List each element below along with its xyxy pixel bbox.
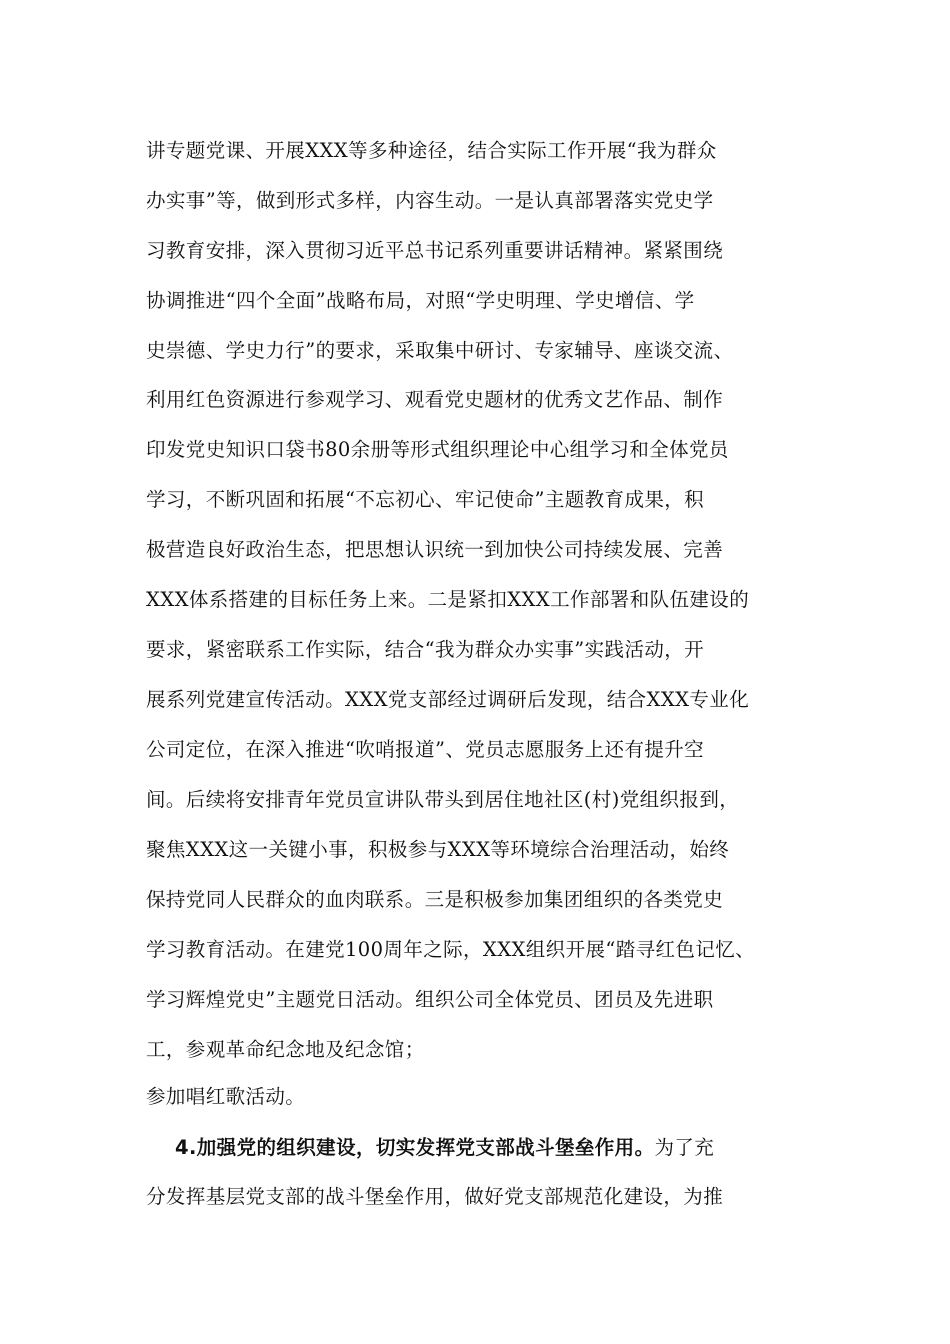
paragraph-line: 参加唱红歌活动。 <box>146 1085 306 1108</box>
paragraph-line: 分发挥基层党支部的战斗堡垒作用，做好党支部规范化建设，为推 <box>146 1185 724 1208</box>
paragraph-line: 工，参观革命纪念地及纪念馆； <box>146 1038 425 1061</box>
paragraph-line: 习教育安排，深入贯彻习近平总书记系列重要讲话精神。紧紧围绕 <box>146 239 724 262</box>
paragraph-line: 学习辉煌党史”主题党日活动。组织公司全体党员、团员及先进职 <box>146 988 714 1011</box>
heading-continuation: 为了充 <box>654 1136 715 1159</box>
paragraph-line: 印发党史知识口袋书80余册等形式组织理论中心组学习和全体党员 <box>146 438 729 461</box>
paragraph-line: 公司定位，在深入推进“吹哨报道”、党员志愿服务上还有提升空 <box>146 738 705 761</box>
paragraph-line: 讲专题党课、开展XXX等多种途径，结合实际工作开展“我为群众 <box>146 139 717 162</box>
paragraph-line: 要求，紧密联系工作实际，结合“我为群众办实事”实践活动，开 <box>146 638 705 661</box>
paragraph-line: 极营造良好政治生态，把思想认识统一到加快公司持续发展、完善 <box>146 538 724 561</box>
paragraph-line: 间。后续将安排青年党员宣讲队带头到居住地社区(村)党组织报到， <box>146 788 740 811</box>
paragraph-line: 展系列党建宣传活动。XXX党支部经过调研后发现，结合XXX专业化 <box>146 688 750 711</box>
paragraph-line: 利用红色资源进行参观学习、观看党史题材的优秀文艺作品、制作 <box>146 388 724 411</box>
paragraph-line: 保持党同人民群众的血肉联系。三是积极参加集团组织的各类党史 <box>146 888 724 911</box>
paragraph-line: 学习教育活动。在建党100周年之际，XXX组织开展“踏寻红色记忆、 <box>146 938 756 961</box>
section-heading: 4.加强党的组织建设，切实发挥党支部战斗堡垒作用。 <box>175 1136 655 1159</box>
paragraph-line: XXX体系搭建的目标任务上来。二是紧扣XXX工作部署和队伍建设的 <box>146 588 750 611</box>
paragraph-line: 办实事”等，做到形式多样，内容生动。一是认真部署落实党史学 <box>146 189 714 212</box>
paragraph-line: 协调推进“四个全面”战略布局，对照“学史明理、学史增信、学 <box>146 289 695 312</box>
paragraph-line: 学习，不断巩固和拓展“不忘初心、牢记使命”主题教育成果，积 <box>146 488 705 511</box>
paragraph-line: 聚焦XXX这一关键小事，积极参与XXX等环境综合治理活动，始终 <box>146 838 730 861</box>
section-heading-line <box>175 1138 714 1158</box>
paragraph-line: 史崇德、学史力行”的要求，采取集中研讨、专家辅导、座谈交流、 <box>146 339 734 362</box>
